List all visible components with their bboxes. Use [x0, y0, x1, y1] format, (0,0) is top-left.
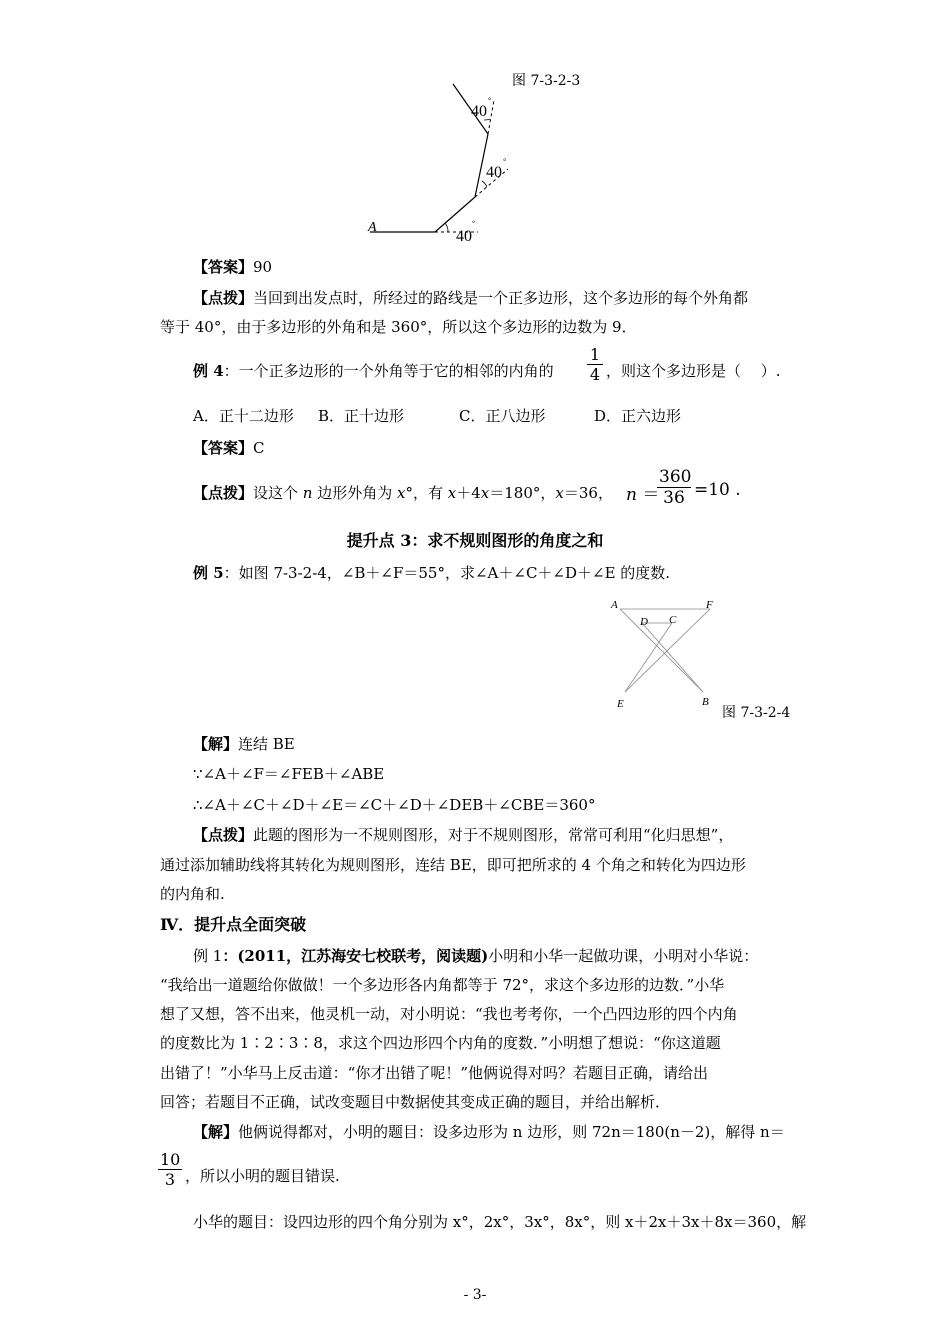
example-4-option-d: D．正六边形 — [594, 407, 682, 425]
example-4-question: 例 4：一个正多边形的一个外角等于它的相邻的内角的 — [193, 362, 554, 380]
hint-5-line3: 的内角和. — [160, 885, 225, 903]
label-f: F — [706, 599, 713, 611]
figure-ex5-diagram — [605, 595, 730, 715]
example-4-option-b: B．正十边形 — [318, 407, 405, 425]
figure-caption-top: 图 7-3-2-3 — [512, 73, 581, 89]
section-4-heading: Ⅳ．提升点全面突破 — [160, 915, 307, 934]
extension-3 — [488, 100, 494, 134]
figure-caption-ex5: 图 7-3-2-4 — [722, 705, 791, 721]
hint-4-n-equals: n ＝ — [626, 485, 660, 505]
angle-label-3: 40 — [471, 103, 487, 120]
example-4-question-end: ，则这个多边形是（ ）. — [606, 362, 781, 380]
degree-3: ° — [488, 96, 492, 105]
section-3-heading: 提升点 3：求不规则图形的角度之和 — [346, 531, 604, 550]
label-b: B — [702, 696, 709, 708]
hint-5-line1: 【点拨】此题的图形为一不规则图形，对于不规则图形，常常可利用“化归思想”， — [193, 826, 734, 844]
degree-1: ° — [472, 219, 476, 228]
hint-4-fraction: $\frac{360}{36}$ — [659, 467, 692, 508]
solution-5-line1: 【解】连结 BE — [193, 735, 295, 753]
example-1-line2: “我给出一道题给你做做！一个多边形各内角都等于 72°，求这个多边形的边数．”小华 — [160, 976, 725, 994]
angle-arc-1 — [445, 223, 448, 232]
figure-path-diagram — [360, 82, 520, 244]
segment-b — [435, 197, 475, 232]
hint-4: 【点拨】设这个 n 边形外角为 x°，有 x＋4x＝180°，x＝36， — [193, 484, 613, 502]
example-4-option-a: A．正十二边形 — [193, 407, 294, 425]
label-c: C — [669, 614, 677, 626]
label-e: E — [617, 698, 624, 710]
solution-1-fraction: $\frac{10}{3}$ — [160, 1150, 181, 1189]
example-4-fraction: $\frac{1}{4}$ — [587, 345, 603, 384]
label-a: A — [611, 599, 618, 611]
segment-ce — [625, 623, 672, 692]
solution-1-line1: 【解】他俩说得都对，小明的题目：设多边形为 n 边形，则 72n＝180(n－2)，解得 n＝ — [193, 1123, 785, 1141]
hint-5-line2: 通过添加辅助线将其转化为规则图形，连结 BE，即可把所求的 4 个角之和转化为四边形 — [160, 856, 746, 874]
label-d: D — [640, 616, 648, 628]
answer-4: 【答案】C — [193, 439, 265, 457]
segment-fe — [625, 609, 710, 692]
answer-3: 【答案】90 — [193, 258, 273, 276]
example-4-option-c: C．正八边形 — [459, 407, 546, 425]
example-1-line5: 出错了！”小华马上反击道：“你才出错了呢！”他俩说得对吗？若题目正确，请给出 — [160, 1064, 709, 1082]
angle-label-1: 40 — [456, 228, 472, 244]
angle-label-2: 40 — [486, 164, 502, 181]
example-1-line6: 回答；若题目不正确，试改变题目中数据使其变成正确的题目，并给出解析． — [160, 1093, 671, 1111]
degree-2: ° — [503, 157, 507, 166]
solution-1-line3: 小华的题目：设四边形的四个角分别为 x°，2x°，3x°，8x°，则 x＋2x＋3x＋8x＝360，解 — [193, 1213, 807, 1231]
example-5-question: 例 5：如图 7-3-2-4，∠B＋∠F＝55°，求∠A＋∠C＋∠D＋∠E 的度数. — [193, 564, 671, 582]
hint-3-line1: 【点拨】当回到出发点时，所经过的路线是一个正多边形，这个多边形的每个外角都 — [193, 289, 749, 307]
solution-1-line2: ，所以小明的题目错误. — [185, 1167, 340, 1185]
segment-ab — [620, 609, 703, 692]
hint-4-result: =10 . — [694, 480, 741, 500]
solution-5-line2: ∵∠A＋∠F＝∠FEB＋∠ABE — [193, 765, 385, 783]
example-1-line1: 例 1：(2011，江苏海安七校联考，阅读题)小明和小华一起做功课，小明对小华说： — [193, 947, 759, 965]
angle-arc-2 — [482, 181, 487, 187]
example-1-line3: 想了又想，答不出来，他灵机一动，对小明说：“我也考考你，一个凸四边形的四个内角 — [160, 1005, 738, 1023]
segment-db — [642, 623, 703, 692]
solution-5-line3: ∴∠A＋∠C＋∠D＋∠E＝∠C＋∠D＋∠DEB＋∠CBE＝360° — [193, 796, 596, 814]
hint-3-line2: 等于 40°，由于多边形的外角和是 360°，所以这个多边形的边数为 9． — [160, 318, 637, 336]
label-a: A — [368, 220, 377, 235]
page-number: - 3- — [463, 1287, 487, 1303]
example-1-line4: 的度数比为 1∶2∶3∶8，求这个四边形四个内角的度数．”小明想了想说：“你这道题 — [160, 1034, 721, 1052]
